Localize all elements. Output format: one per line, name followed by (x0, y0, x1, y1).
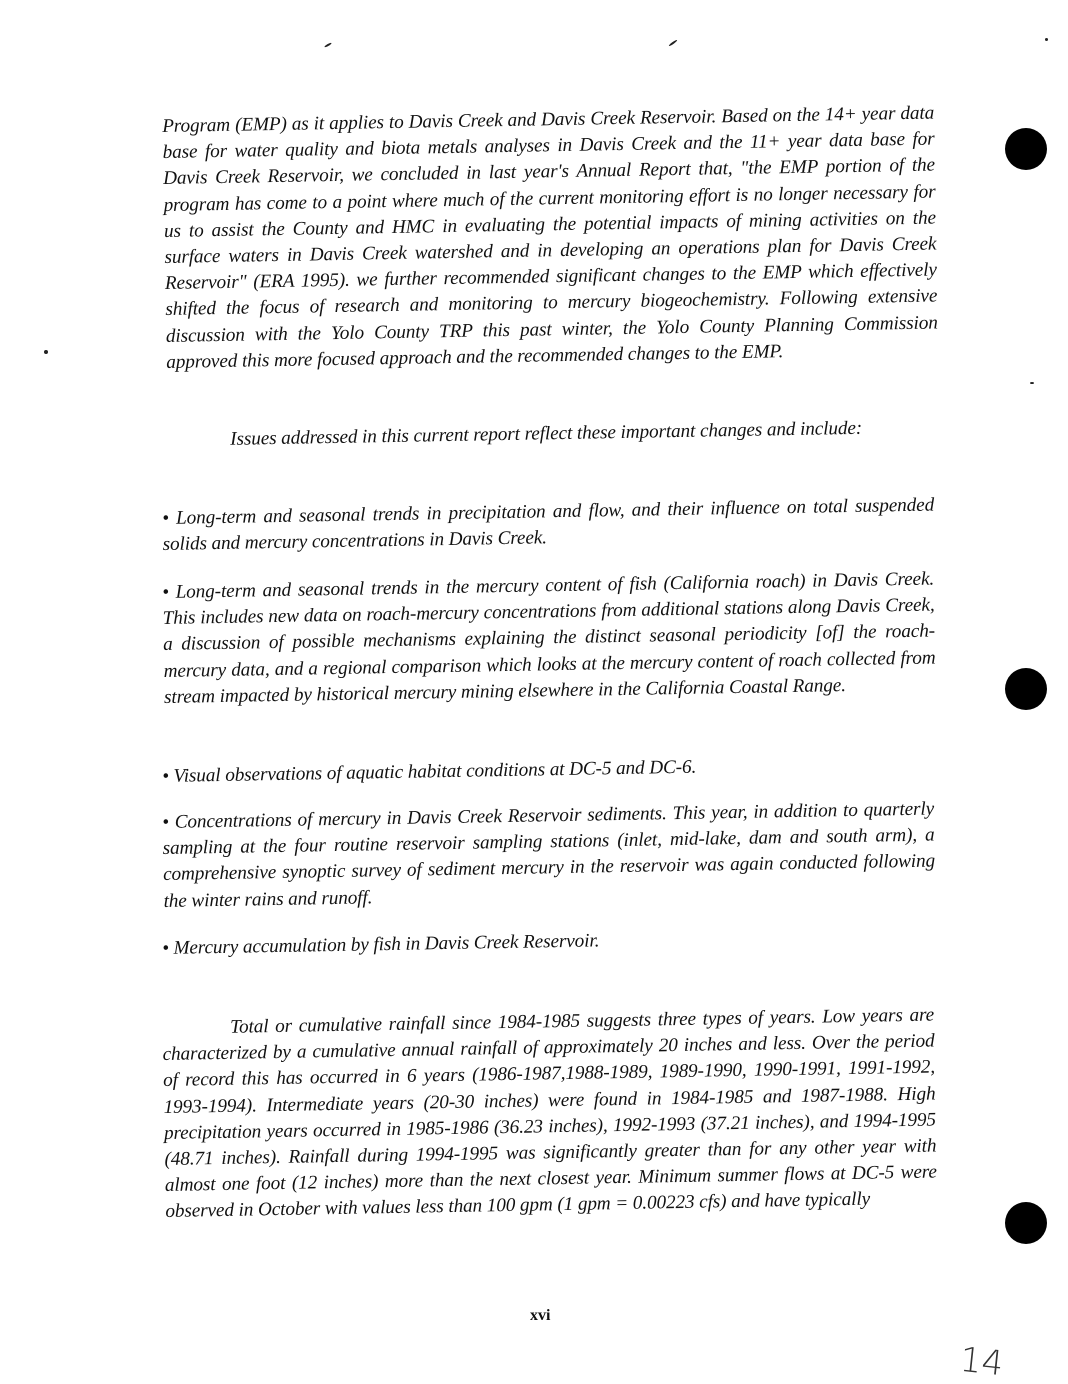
paragraph-text: Program (EMP) as it applies to Davis Creek and Davis Creek Reservoir. Based on the 14+ year data base for water quality and biota metals analyses in Davis Creek and the 11+ year data base for Davis Creek Reservoir, we concluded in last year's Annual Report that, "the EMP portion of the program has come to a point where much of the current monitoring effort is no longer necessary for us to assist the County and HMC in evaluating the potential impacts of mining activities on the surface waters in Davis Creek watershed and in developing an operations plan for Davis Creek Reservoir" (ERA 1995). we further recommended significant changes to the EMP which effectively shifted the focus of research and monitoring to mercury biogeochemistry. Following extensive discussion with the Yolo County TRP this past winter, the Yolo County Planning Commission approved this more focused approach and the recommended changes to the EMP. (162, 102, 938, 373)
scan-speck (324, 42, 332, 48)
bullet-text: • Mercury accumulation by fish in Davis Creek Reservoir. (162, 930, 600, 959)
binder-hole-bottom (1005, 1202, 1047, 1244)
bullet-precipitation-flow (162, 493, 935, 559)
paragraph-emp-background (162, 101, 938, 376)
bullet-reservoir-sediments (162, 797, 936, 915)
scan-speck (44, 350, 48, 354)
scan-speck (1030, 382, 1034, 384)
paragraph-issues-intro (162, 415, 934, 455)
bullet-text: • Visual observations of aquatic habitat conditions at DC-5 and DC-6. (162, 756, 697, 787)
bullet-text: • Long-term and seasonal trends in precipitation and flow, and their influence on total suspended solids and mercury concentrations in Davis Creek. (162, 494, 935, 556)
paragraph-text: Issues addressed in this current report reflect these important changes and include: (230, 417, 863, 450)
bullet-fish-mercury (162, 567, 936, 711)
handwritten-page-number: 14 (958, 1339, 1006, 1384)
scan-speck (668, 39, 677, 46)
page-number: xvi (530, 1307, 551, 1324)
bullet-text: • Long-term and seasonal trends in the mercury content of fish (California roach) in Davis Creek. This includes new data on roach-mercury concentrations from additional stations along Davis Creek, a discussion of possible mechanisms explaining the distinct seasonal periodicity [of] the roach-mercury data, and a regional comparison which looks at the mercury content of roach collected from stream impacted by historical mercury mining elsewhere in the California Coastal Range. (162, 568, 936, 708)
bullet-fish-accumulation (162, 923, 934, 963)
binder-hole-top (1005, 128, 1047, 170)
paragraph-rainfall (162, 1003, 938, 1226)
paragraph-text: Total or cumulative rainfall since 1984-1985 suggests three types of years. Low years are characterized by a cumulative annual rainfall of approximately 20 inches and less. Over the period of record this has occurred in 6 years (1986-1987,1988-1989, 1989-1990, 1990-1991, 1991-1992, 1993-1994). Intermediate years (20-30 inches) were found in 1984-1985 and 1987-1988. High precipitation years occurred in 1985-1986 (36.23 inches), 1992-1993 (37.21 inches), and 1994-1995 (48.71 inches). Rainfall during 1994-1995 was significantly greater than for any other year with almost one foot (12 inches) more than the next closest year. Minimum summer flows at DC-5 were observed in October with values less than 100 gpm (1 gpm = 0.00223 cfs) and have typically (162, 1004, 938, 1223)
binder-hole-middle (1005, 668, 1047, 710)
scan-speck (1045, 38, 1048, 41)
bullet-text: • Concentrations of mercury in Davis Creek Reservoir sediments. This year, in addition to quarterly sampling at the four routine reservoir sampling stations (inlet, mid-lake, dam and south arm), a comprehensive synoptic survey of sediment mercury in the reservoir was again conducted following the winter rains and runoff. (162, 798, 936, 912)
bullet-habitat-observations (162, 751, 934, 791)
